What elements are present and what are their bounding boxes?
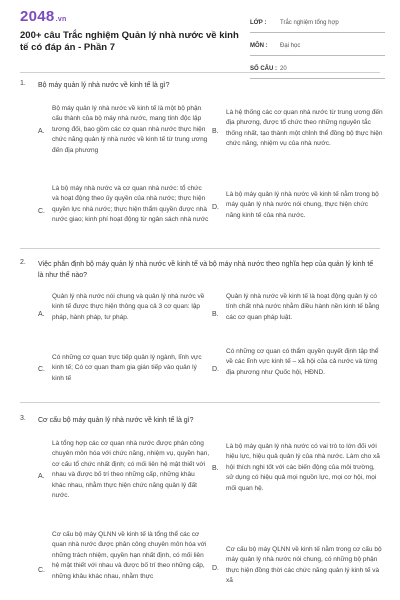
divider	[20, 402, 380, 403]
question-text: Bộ máy quản lý nhà nước về kinh tế là gì?	[38, 82, 170, 89]
meta-row-class	[250, 14, 385, 33]
logo-main: 2048	[20, 8, 55, 25]
option-d-text[interactable]: Là bộ máy quản lý nhà nước về kinh tế nằm trong bộ máy quản lý nhà nước nói chung, thực hiện chức năng kinh tế của nhà nước.	[226, 191, 379, 219]
option-d-letter[interactable]: D.	[212, 204, 219, 211]
divider	[20, 72, 380, 73]
option-a-text[interactable]: Bộ máy quản lý nhà nước về kinh tế là một bộ phận cấu thành của bộ máy nhà nước, mang tính độc lập tương đối, bao gồm các cơ quan nhà nước thực hiện chức năng quản lý nhà nước về kinh tế từ trung ương đến địa phương	[52, 105, 208, 154]
meta-value: Đại học	[280, 43, 301, 49]
option-d-letter[interactable]: D.	[212, 565, 219, 572]
option-b-letter[interactable]: B.	[212, 465, 219, 472]
option-a-text[interactable]: Quản lý nhà nước nói chung và quản lý nhà nước về kinh tế được thực hiện thông qua cả 3 cơ quan: lập pháp, hành pháp, tư pháp.	[52, 293, 205, 321]
question-number: 2.	[20, 259, 26, 266]
meta-row-count	[250, 60, 385, 79]
option-b-text[interactable]: Quản lý nhà nước về kinh tế là hoạt động quản lý có tính chất nhà nước nhằm điều hành nền kinh tế bằng các cơ quan pháp luật.	[226, 293, 380, 321]
meta-row-subject	[250, 37, 385, 56]
option-c-text[interactable]: Có những cơ quan trực tiếp quản lý ngành, lĩnh vực kinh tế; Có cơ quan tham gia gián tiếp vào quản lý kinh tế	[52, 354, 202, 382]
option-b-letter[interactable]: B.	[212, 311, 219, 318]
option-c-text[interactable]: Là bộ máy nhà nước và cơ quan nhà nước: tổ chức và hoạt động theo ủy quyền của nhà nước; thực hiện quyền lực nhà nước; thực hiện thẩm quyền được nhà nước giao; kinh phí hoạt động từ ngân sách nhà nước	[52, 185, 209, 224]
question-1	[0, 80, 400, 258]
site-logo[interactable]	[20, 8, 67, 25]
option-a-letter[interactable]: A.	[38, 128, 45, 135]
option-d-letter[interactable]: D.	[212, 366, 219, 373]
question-text: Cơ cấu bộ máy quản lý nhà nước về kinh tế là gì?	[38, 417, 194, 424]
option-b-letter[interactable]: B.	[212, 128, 219, 135]
option-c-letter[interactable]: C.	[38, 567, 45, 574]
option-d-text[interactable]: Cơ cấu bộ máy QLNN về kinh tế nằm trong cơ cấu bộ máy quản lý nhà nước nói chung, có những bộ phận thực hiện đồng thời các chức năng quản lý kinh tế và xã	[226, 546, 382, 585]
option-c-text[interactable]: Cơ cấu bộ máy QLNN về kinh tế là tổng thể các cơ quan nhà nước được phân công chuyên môn hóa với những trách nhiệm, quyền hạn nhất định, có mối liên hệ mật thiết với nhau và được bố trí theo những cấp, những khâu khác nhau, nhằm thực	[52, 531, 207, 580]
logo-suffix: .vn	[55, 16, 67, 23]
meta-value: Trắc nghiệm tổng hợp	[280, 20, 339, 26]
document-title: 200+ câu Trắc nghiệm Quản lý nhà nước về kinh tế có đáp án - Phần 7	[20, 30, 239, 53]
meta-label: SỐ CÂU :	[250, 66, 277, 72]
option-a-letter[interactable]: A.	[38, 311, 45, 318]
divider	[20, 248, 380, 249]
page-header	[0, 0, 400, 70]
meta-label: MÔN :	[250, 43, 268, 49]
meta-value: 20	[280, 66, 287, 72]
option-c-letter[interactable]: C.	[38, 208, 45, 215]
option-a-letter[interactable]: A.	[38, 473, 45, 480]
option-d-text[interactable]: Có những cơ quan có thẩm quyền quyết định tập thể về các lĩnh vực kinh tế – xã hội của cả nước và từng địa phương như Quốc hội, HĐND.	[226, 348, 379, 376]
question-3	[0, 415, 400, 600]
document-meta	[250, 14, 385, 79]
option-a-text[interactable]: Là tổng hợp các cơ quan nhà nước được phân công chuyên môn hóa với chức năng, nhiệm vụ, quyền hạn, cơ cấu tổ chức nhất định; có mối liên hệ mật thiết với nhau và được bố trí theo những cấp, những khâu khác nhau, nhằm thực hiện chức năng quản lý đất nước.	[52, 440, 210, 500]
question-number: 1.	[20, 80, 26, 87]
option-c-letter[interactable]: C.	[38, 366, 45, 373]
meta-label: LỚP :	[250, 20, 267, 26]
question-text: Việc phân định bộ máy quản lý nhà nước về kinh tế và bộ máy nhà nước theo nghĩa hẹp của quản lý kinh tế là như thế nào?	[38, 261, 374, 279]
option-b-text[interactable]: Là bộ máy quản lý nhà nước có vai trò to lớn đối với hiệu lực, hiệu quả quản lý của nhà nước. Làm cho xã hội thích nghi tốt với các biến động của môi trường, sử dụng có hiệu quả mọi nguồn lực, mọi cơ hội, mọi mối quan hệ.	[226, 443, 380, 492]
question-number: 3.	[20, 415, 26, 422]
question-2	[0, 259, 400, 409]
option-b-text[interactable]: Là hệ thống các cơ quan nhà nước từ trung ương đến địa phương, được tổ chức theo những nguyên tắc thống nhất, tạo thành một chỉnh thể đồng bộ thực hiện chức năng, nhiệm vụ của nhà nước.	[226, 109, 383, 148]
